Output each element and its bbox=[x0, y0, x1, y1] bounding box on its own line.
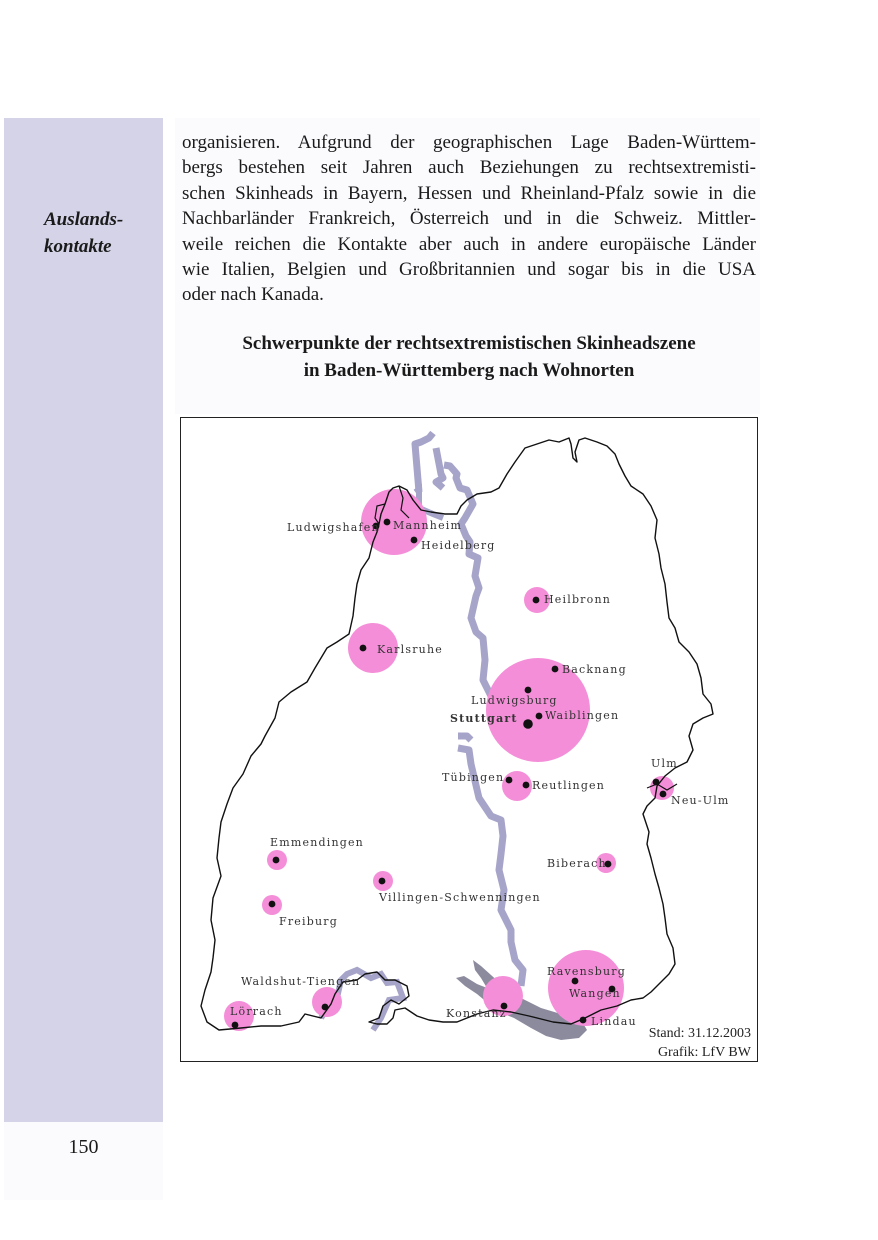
south-shadow bbox=[321, 488, 419, 1030]
label-karlsruhe: Karlsruhe bbox=[377, 643, 443, 656]
dot-waiblingen bbox=[536, 713, 543, 720]
map-title-line-1: Schwerpunkte der rechtsextremistischen Skinheadszene bbox=[242, 333, 696, 354]
dot-villingen bbox=[379, 878, 386, 885]
label-backnang: Backnang bbox=[562, 663, 627, 676]
body-line: wie Italien, Belgien und Großbritannien und sogar bis in die USA bbox=[182, 259, 756, 281]
dot-neu-ulm bbox=[660, 791, 667, 798]
map-credit: Grafik: LfV BW bbox=[657, 1045, 751, 1060]
label-loerrach: Lörrach bbox=[230, 1005, 283, 1018]
label-konstanz: Konstanz bbox=[446, 1007, 507, 1020]
label-ulm: Ulm bbox=[651, 757, 678, 770]
dot-loerrach bbox=[232, 1022, 239, 1029]
body-line: oder nach Kanada. bbox=[182, 284, 324, 306]
dot-reutlingen bbox=[523, 782, 530, 789]
map-svg bbox=[181, 418, 759, 1063]
dot-ludwigsburg bbox=[525, 687, 532, 694]
dot-tuebingen bbox=[506, 777, 513, 784]
dot-waldshut bbox=[322, 1004, 329, 1011]
city-circles bbox=[224, 489, 674, 1031]
dot-ravensburg bbox=[572, 978, 579, 985]
label-stuttgart: Stuttgart bbox=[450, 712, 518, 725]
label-reutlingen: Reutlingen bbox=[532, 779, 606, 792]
dot-emmendingen bbox=[273, 857, 280, 864]
dot-heilbronn bbox=[533, 597, 540, 604]
label-waldshut: Waldshut-Tiengen bbox=[241, 975, 361, 988]
body-line: weile reichen die Kontakte aber auch in andere europäische Länder bbox=[182, 233, 756, 255]
dot-backnang bbox=[552, 666, 559, 673]
body-line: schen Skinheads in Bayern, Hessen und Rheinland-Pfalz sowie in die bbox=[182, 182, 756, 204]
label-biberach: Biberach bbox=[547, 857, 607, 870]
margin-heading-line-2: kontakte bbox=[44, 236, 112, 257]
label-tuebingen: Tübingen bbox=[442, 771, 505, 784]
dot-lindau bbox=[580, 1017, 587, 1024]
page-number-box bbox=[4, 1122, 163, 1200]
label-neu-ulm: Neu-Ulm bbox=[671, 794, 730, 807]
map-title bbox=[182, 330, 756, 384]
label-villingen: Villingen-Schwenningen bbox=[379, 891, 541, 904]
dot-stuttgart bbox=[523, 719, 533, 729]
body-paragraph bbox=[182, 130, 756, 308]
label-waiblingen: Waiblingen bbox=[545, 709, 620, 722]
label-heilbronn: Heilbronn bbox=[544, 593, 612, 606]
label-ludwigsburg: Ludwigsburg bbox=[471, 694, 558, 707]
label-mannheim: Mannheim bbox=[393, 519, 463, 532]
label-wangen: Wangen bbox=[569, 987, 621, 1000]
dot-karlsruhe bbox=[360, 645, 367, 652]
margin-heading bbox=[44, 206, 123, 260]
dot-ulm bbox=[653, 779, 660, 786]
label-freiburg: Freiburg bbox=[279, 915, 338, 928]
page-number: 150 bbox=[68, 1136, 99, 1158]
map-figure bbox=[180, 417, 758, 1062]
map-stand: Stand: 31.12.2003 bbox=[648, 1026, 751, 1041]
dot-mannheim bbox=[384, 519, 391, 526]
body-line: Nachbarländer Frankreich, Österreich und in die Schweiz. Mittler- bbox=[182, 208, 756, 230]
body-line: organisieren. Aufgrund der geographischen Lage Baden-Württem- bbox=[182, 132, 756, 153]
map-title-line-2: in Baden-Württemberg nach Wohnorten bbox=[303, 360, 635, 381]
margin-heading-line-1: Auslands- bbox=[44, 209, 124, 230]
label-lindau: Lindau bbox=[591, 1015, 637, 1028]
body-line: bergs bestehen seit Jahren auch Beziehungen zu rechtsextremisti- bbox=[182, 157, 756, 179]
label-heidelberg: Heidelberg bbox=[421, 539, 496, 552]
label-ravensburg: Ravensburg bbox=[547, 965, 626, 978]
sidebar-band bbox=[4, 118, 163, 1122]
dot-freiburg bbox=[269, 901, 276, 908]
label-ludwigshafen: Ludwigshafen bbox=[287, 521, 380, 534]
label-emmendingen: Emmendingen bbox=[270, 836, 364, 849]
dot-heidelberg bbox=[411, 537, 418, 544]
